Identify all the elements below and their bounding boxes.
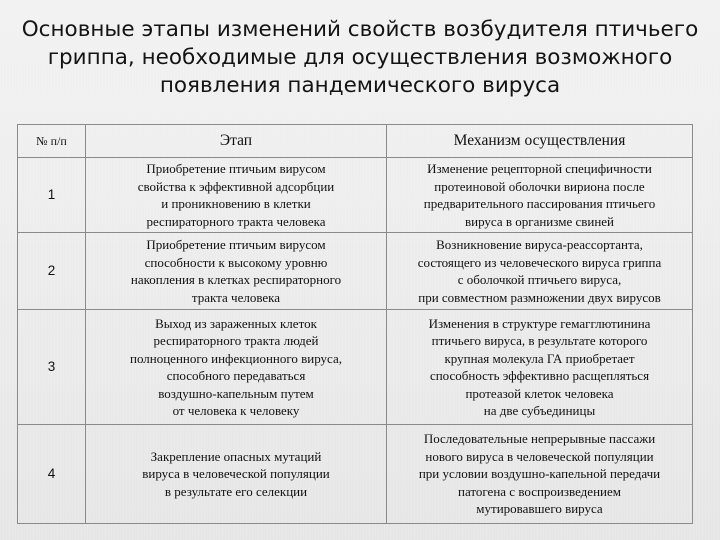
cell-line: Последовательные непрерывные пассажи [423, 431, 656, 447]
cell-line: Возникновение вируса-реассортанта, [436, 237, 643, 252]
stages-table [17, 124, 693, 524]
table-row [18, 310, 693, 425]
cell-line: Изменение рецепторной специфичности [427, 161, 652, 176]
cell-line: Выход из зараженных клеток [155, 315, 317, 331]
cell-line: Приобретение птичьим вирусом [146, 237, 326, 252]
cell-line: предварительного пассирования птичьего [423, 196, 656, 211]
header-number: № п/п [18, 125, 86, 158]
cell-line: на две субъединицы [483, 403, 596, 418]
cell-line: и проникновению в клетки [161, 196, 311, 211]
cell-line: респираторного тракта человека [146, 213, 326, 229]
cell-line: тракта человека [191, 289, 281, 305]
table-row [18, 233, 693, 310]
cell-line: Приобретение птичьим вирусом [146, 161, 326, 176]
cell-line: при совместном размножении двух вирусов [418, 289, 661, 305]
cell-line: птичьего вируса, в результате которого [431, 333, 648, 348]
cell-line: мутировавшего вируса [476, 501, 603, 517]
mechanism-cell [387, 233, 693, 310]
cell-line: свойства к эффективной адсорбции [137, 178, 335, 194]
row-number: 2 [18, 233, 86, 310]
title-line: гриппа, необходимые для осуществления возможного [47, 45, 673, 70]
cell-line: нового вируса в человеческой популяции [425, 448, 654, 464]
cell-line: протеазой клеток человека [465, 385, 614, 401]
mechanism-cell [387, 158, 693, 233]
row-number: 4 [18, 425, 86, 524]
cell-line: с оболочкой птичьего вируса, [457, 272, 622, 287]
cell-line: воздушно-капельным путем [158, 385, 314, 401]
cell-line: Закрепление опасных мутаций [150, 448, 322, 464]
cell-line: полноценного инфекционного вируса, [129, 350, 342, 366]
title-line: Основные этапы изменений свойств возбудителя птичьего [21, 17, 699, 42]
cell-line: Изменения в структуре гемагглютинина [428, 315, 651, 331]
cell-line: состоящего из человеческого вируса гриппа [417, 254, 662, 270]
stage-cell [86, 158, 387, 233]
table-row [18, 158, 693, 233]
cell-line: патогена с воспроизведением [458, 483, 621, 499]
stage-cell [86, 233, 387, 310]
header-stage: Этап [86, 125, 387, 158]
cell-line: в результате его селекции [164, 483, 308, 499]
cell-line: протеиновой оболочки вириона после [434, 178, 645, 194]
cell-line: способность эффективно расщепляться [429, 368, 650, 383]
stage-cell [86, 310, 387, 425]
cell-line: при условии воздушно-капельной передачи [418, 466, 661, 482]
cell-line: респираторного тракта людей [153, 333, 319, 348]
cell-line: вируса в человеческой популяции [142, 466, 330, 482]
cell-line: накопления в клетках респираторного [130, 272, 342, 287]
cell-line: от человека к человеку [172, 403, 300, 418]
slide-title [20, 16, 700, 100]
mechanism-cell [387, 310, 693, 425]
cell-line: способности к высокому уровню [144, 254, 328, 270]
table-row [18, 425, 693, 524]
mechanism-cell [387, 425, 693, 524]
title-line: появления пандемического вируса [159, 73, 561, 98]
row-number: 1 [18, 158, 86, 233]
stage-cell [86, 425, 387, 524]
table-header-row [18, 125, 693, 158]
cell-line: крупная молекула ГА приобретает [444, 350, 635, 366]
header-mechanism: Механизм осуществления [387, 125, 693, 158]
row-number: 3 [18, 310, 86, 425]
cell-line: вируса в организме свиней [464, 213, 615, 229]
cell-line: способного передаваться [166, 368, 306, 383]
